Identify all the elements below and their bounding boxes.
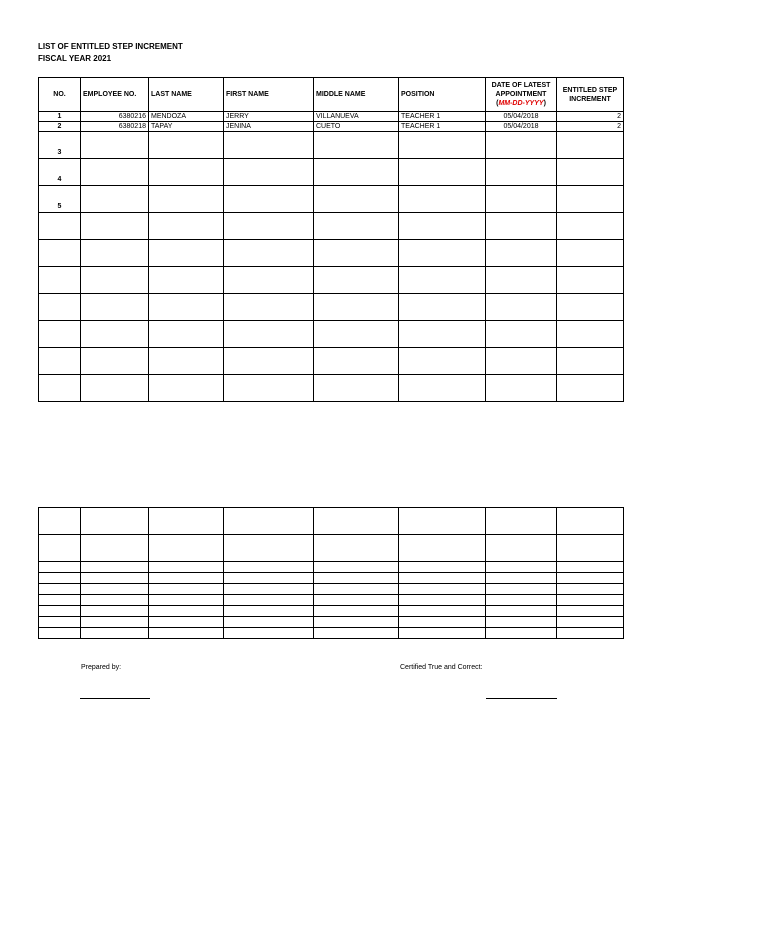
empty-cell xyxy=(149,573,224,584)
col-position: POSITION xyxy=(399,78,486,112)
empty-cell xyxy=(149,240,224,267)
empty-cell xyxy=(399,159,486,186)
empty-cell xyxy=(399,132,486,159)
empty-cell xyxy=(486,508,557,535)
empty-cell xyxy=(399,595,486,606)
empty-cell xyxy=(557,186,624,213)
empty-cell xyxy=(81,535,149,562)
empty-cell xyxy=(81,267,149,294)
empty-cell xyxy=(81,321,149,348)
empty-cell xyxy=(224,606,314,617)
empty-cell xyxy=(314,606,399,617)
empty-cell xyxy=(486,617,557,628)
empty-cell xyxy=(149,595,224,606)
empty-cell xyxy=(149,606,224,617)
table-row xyxy=(39,294,624,321)
cell-no: 4 xyxy=(39,159,81,186)
empty-cell xyxy=(486,321,557,348)
empty-cell xyxy=(224,267,314,294)
cell-employee-no: 6380216 xyxy=(81,112,149,122)
empty-cell xyxy=(224,508,314,535)
table-row xyxy=(39,617,624,628)
empty-cell xyxy=(39,348,81,375)
empty-cell xyxy=(149,132,224,159)
table-row xyxy=(39,584,624,595)
table-row xyxy=(39,240,624,267)
empty-cell xyxy=(399,186,486,213)
empty-cell xyxy=(224,573,314,584)
empty-cell xyxy=(486,375,557,402)
cell-no: 3 xyxy=(39,132,81,159)
empty-cell xyxy=(486,186,557,213)
empty-cell xyxy=(39,213,81,240)
empty-cell xyxy=(149,584,224,595)
empty-cell xyxy=(81,240,149,267)
empty-cell xyxy=(81,348,149,375)
empty-cell xyxy=(557,294,624,321)
empty-cell xyxy=(149,213,224,240)
cell-first-name: JERRY xyxy=(224,112,314,122)
empty-cell xyxy=(81,595,149,606)
cell-position: TEACHER 1 xyxy=(399,112,486,122)
table-row xyxy=(39,606,624,617)
empty-cell xyxy=(81,132,149,159)
empty-cell xyxy=(557,267,624,294)
empty-cell xyxy=(486,535,557,562)
empty-cell xyxy=(224,617,314,628)
empty-cell xyxy=(399,584,486,595)
empty-cell xyxy=(314,321,399,348)
empty-cell xyxy=(399,375,486,402)
empty-cell xyxy=(399,348,486,375)
cell-first-name: JENINA xyxy=(224,122,314,132)
cell-date: 05/04/2018 xyxy=(486,112,557,122)
empty-cell xyxy=(81,573,149,584)
empty-cell xyxy=(314,240,399,267)
empty-cell xyxy=(557,375,624,402)
date-format-hint: MM-DD-YYYY xyxy=(498,100,544,107)
empty-cell xyxy=(486,584,557,595)
empty-cell xyxy=(557,628,624,639)
empty-cell xyxy=(81,186,149,213)
empty-cell xyxy=(81,159,149,186)
empty-cell xyxy=(314,159,399,186)
table-row xyxy=(39,628,624,639)
col-no: NO. xyxy=(39,78,81,112)
empty-cell xyxy=(486,213,557,240)
empty-cell xyxy=(399,267,486,294)
col-entitled-step: ENTITLED STEP INCREMENT xyxy=(557,78,624,112)
empty-cell xyxy=(486,267,557,294)
cell-step: 2 xyxy=(557,112,624,122)
empty-cell xyxy=(314,584,399,595)
empty-cell xyxy=(557,213,624,240)
empty-cell xyxy=(557,606,624,617)
empty-cell xyxy=(314,267,399,294)
empty-cell xyxy=(314,535,399,562)
empty-cell xyxy=(39,628,81,639)
empty-cell xyxy=(39,240,81,267)
empty-cell xyxy=(314,508,399,535)
empty-cell xyxy=(399,606,486,617)
empty-cell xyxy=(399,535,486,562)
empty-cell xyxy=(149,617,224,628)
empty-cell xyxy=(314,132,399,159)
cell-position: TEACHER 1 xyxy=(399,122,486,132)
empty-cell xyxy=(224,294,314,321)
empty-cell xyxy=(149,375,224,402)
empty-cell xyxy=(224,186,314,213)
date-close-paren: ) xyxy=(543,100,546,107)
table-row xyxy=(39,321,624,348)
empty-cell xyxy=(39,321,81,348)
empty-cell xyxy=(399,628,486,639)
empty-cell xyxy=(149,562,224,573)
empty-cell xyxy=(557,595,624,606)
empty-cell xyxy=(224,584,314,595)
table-row xyxy=(39,159,624,186)
certified-label: Certified True and Correct: xyxy=(400,664,483,671)
empty-cell xyxy=(486,348,557,375)
table-row xyxy=(39,375,624,402)
table-row xyxy=(39,267,624,294)
empty-cell xyxy=(399,240,486,267)
col-last-name: LAST NAME xyxy=(149,78,224,112)
cell-date: 05/04/2018 xyxy=(486,122,557,132)
empty-cell xyxy=(557,584,624,595)
empty-cell xyxy=(486,562,557,573)
empty-cell xyxy=(557,132,624,159)
empty-cell xyxy=(39,595,81,606)
empty-cell xyxy=(39,267,81,294)
empty-cell xyxy=(486,240,557,267)
table-row xyxy=(39,132,624,159)
empty-cell xyxy=(314,573,399,584)
empty-cell xyxy=(486,573,557,584)
empty-cell xyxy=(149,186,224,213)
empty-cell xyxy=(81,606,149,617)
empty-cell xyxy=(224,348,314,375)
prepared-by-signature-line xyxy=(80,698,150,699)
header-row xyxy=(39,78,624,112)
empty-cell xyxy=(399,573,486,584)
empty-cell xyxy=(149,535,224,562)
table-row xyxy=(39,573,624,584)
empty-cell xyxy=(399,508,486,535)
cell-step: 2 xyxy=(557,122,624,132)
date-header-label: DATE OF LATEST APPOINTMENT xyxy=(491,82,551,98)
empty-cell xyxy=(39,584,81,595)
table-row xyxy=(39,535,624,562)
table-row xyxy=(39,595,624,606)
cell-employee-no: 6380218 xyxy=(81,122,149,132)
empty-cell xyxy=(39,535,81,562)
empty-cell xyxy=(486,606,557,617)
empty-cell xyxy=(314,628,399,639)
empty-cell xyxy=(557,535,624,562)
empty-cell xyxy=(81,213,149,240)
empty-cell xyxy=(557,348,624,375)
cell-no: 5 xyxy=(39,186,81,213)
empty-cell xyxy=(486,628,557,639)
empty-cell xyxy=(557,562,624,573)
document-title: LIST OF ENTITLED STEP INCREMENT xyxy=(38,42,183,51)
fiscal-year: FISCAL YEAR 2021 xyxy=(38,54,112,63)
empty-cell xyxy=(399,321,486,348)
empty-cell xyxy=(39,606,81,617)
empty-cell xyxy=(224,562,314,573)
empty-cell xyxy=(486,595,557,606)
empty-cell xyxy=(39,617,81,628)
empty-cell xyxy=(224,628,314,639)
table-row xyxy=(39,186,624,213)
date-open-paren: ( xyxy=(496,100,499,107)
empty-cell xyxy=(39,573,81,584)
empty-cell xyxy=(557,240,624,267)
empty-cell xyxy=(81,375,149,402)
empty-cell xyxy=(81,628,149,639)
continuation-table xyxy=(38,507,624,639)
certified-signature-line xyxy=(486,698,557,699)
cell-no: 2 xyxy=(39,122,81,132)
empty-cell xyxy=(486,159,557,186)
empty-cell xyxy=(81,508,149,535)
empty-cell xyxy=(224,132,314,159)
empty-cell xyxy=(399,213,486,240)
empty-cell xyxy=(486,132,557,159)
step-increment-table xyxy=(38,77,624,402)
empty-cell xyxy=(314,213,399,240)
empty-cell xyxy=(149,348,224,375)
empty-cell xyxy=(314,186,399,213)
empty-cell xyxy=(224,535,314,562)
empty-cell xyxy=(149,508,224,535)
empty-cell xyxy=(39,562,81,573)
empty-cell xyxy=(149,159,224,186)
table-row xyxy=(39,348,624,375)
cell-last-name: TAPAY xyxy=(149,122,224,132)
empty-cell xyxy=(224,159,314,186)
col-employee-no: EMPLOYEE NO. xyxy=(81,78,149,112)
empty-cell xyxy=(314,375,399,402)
empty-cell xyxy=(224,213,314,240)
empty-cell xyxy=(81,294,149,321)
empty-cell xyxy=(399,562,486,573)
empty-cell xyxy=(39,294,81,321)
empty-cell xyxy=(81,584,149,595)
col-date-appointment xyxy=(486,78,557,112)
table-row xyxy=(39,562,624,573)
empty-cell xyxy=(486,294,557,321)
empty-cell xyxy=(314,294,399,321)
table-row xyxy=(39,213,624,240)
empty-cell xyxy=(224,321,314,348)
empty-cell xyxy=(557,573,624,584)
empty-cell xyxy=(314,617,399,628)
empty-cell xyxy=(39,375,81,402)
empty-cell xyxy=(224,240,314,267)
empty-cell xyxy=(149,628,224,639)
empty-cell xyxy=(557,508,624,535)
empty-cell xyxy=(557,159,624,186)
empty-cell xyxy=(149,267,224,294)
cell-middle-name: CUETO xyxy=(314,122,399,132)
empty-cell xyxy=(224,595,314,606)
empty-cell xyxy=(39,508,81,535)
empty-cell xyxy=(81,562,149,573)
table-row xyxy=(39,508,624,535)
empty-cell xyxy=(314,562,399,573)
empty-cell xyxy=(314,348,399,375)
empty-cell xyxy=(399,294,486,321)
cell-middle-name: VILLANUEVA xyxy=(314,112,399,122)
empty-cell xyxy=(557,617,624,628)
empty-cell xyxy=(149,321,224,348)
col-middle-name: MIDDLE NAME xyxy=(314,78,399,112)
prepared-by-label: Prepared by: xyxy=(81,664,122,671)
empty-cell xyxy=(81,617,149,628)
table-row xyxy=(39,122,624,132)
empty-cell xyxy=(557,321,624,348)
empty-cell xyxy=(399,617,486,628)
col-first-name: FIRST NAME xyxy=(224,78,314,112)
empty-cell xyxy=(149,294,224,321)
empty-cell xyxy=(224,375,314,402)
table-row xyxy=(39,112,624,122)
cell-no: 1 xyxy=(39,112,81,122)
empty-cell xyxy=(314,595,399,606)
cell-last-name: MENDOZA xyxy=(149,112,224,122)
